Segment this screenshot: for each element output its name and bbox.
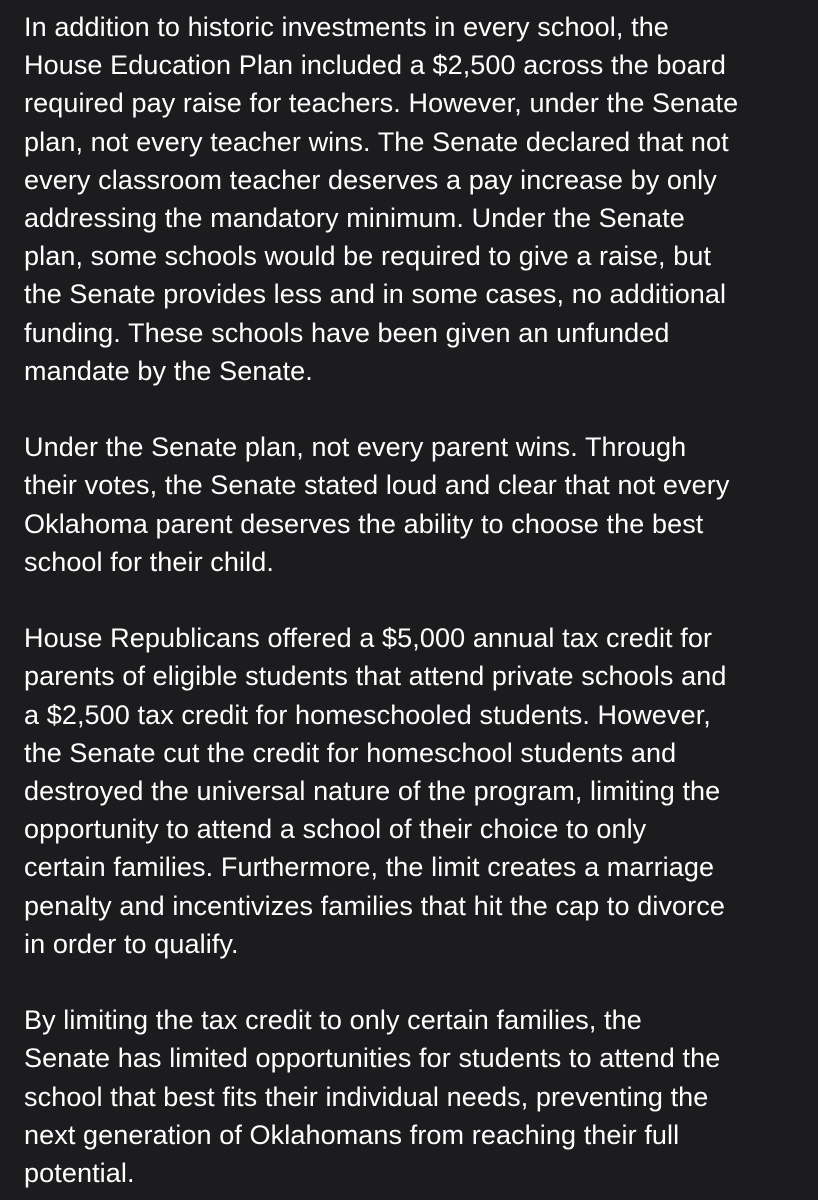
paragraph-teacher-pay: In addition to historic investments in every school, the House Education Plan included a $2,500 across the board required pay raise for teachers. However, under the Senate plan, not every teacher wins. The Senate declared that not every classroom teacher deserves a pay increase by only addressing the mandatory minimum. Under the Senate plan, some schools would be required to give a raise, but the Senate provides less and in some cases, no additional funding. These schools have been given an unfunded mandate by the Senate. <box>24 12 739 386</box>
paragraph-tax-credit: House Republicans offered a $5,000 annual tax credit for parents of eligible students that attend private schools and a $2,500 tax credit for homeschooled students. However, the Senate cut the credit for homeschool students and destroyed the universal nature of the program, limiting the opportunity to attend a school of their choice to only certain families. Furthermore, the limit creates a marriage penalty and incentivizes families that hit the cap to divorce in order to qualify. <box>24 623 727 959</box>
paragraph-conclusion: By limiting the tax credit to only certain families, the Senate has limited opportunities for students to attend the school that best fits their individual needs, preventing the next generation of Oklahomans from reaching their full potential. <box>24 1005 721 1189</box>
paragraph-parent-choice: Under the Senate plan, not every parent wins. Through their votes, the Senate stated loud and clear that not every Oklahoma parent deserves the ability to choose the best school for their child. <box>24 432 730 577</box>
